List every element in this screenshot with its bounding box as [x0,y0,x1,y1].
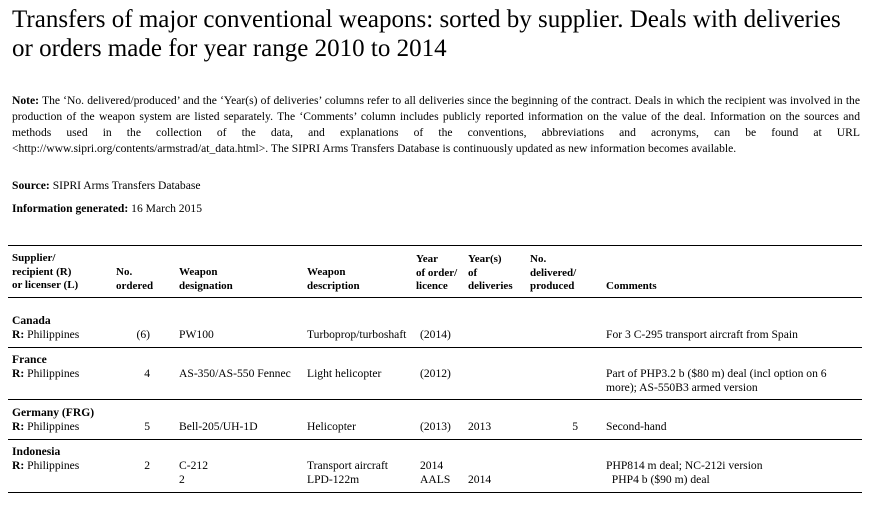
recipient-name: Philippines [24,328,80,341]
comments-cell: For 3 C-295 transport aircraft from Spain [606,328,798,341]
delivered-cell: 5 [572,420,578,433]
order-year-cell: (2012) [420,367,451,380]
description-cell: Light helicopter [307,367,382,380]
page-title: Transfers of major conventional weapons: sorted by supplier. Deals with deliveries or orders made for year range 2010 to 2014 [12,6,841,62]
recipient-name: Philippines [24,459,80,472]
note-text: The ‘No. delivered/produced’ and the ‘Year(s) of deliveries’ columns refer to all deliveries since the beginning of the contract. Deals in which the recipient was involved in the production of the weapon system are listed separately. The ‘Comments’ column includes publicly reported information on the value of the deal. Information on the sources and methods used in the collection of the data, and explanations of the conventions, abbreviations and acronyms, can be found at URL <http://www.sipri.org/contents/armstrad/at_data.html>. The SIPRI Arms Transfers Database is continuously updated as new information becomes available. [12,94,860,155]
recipient-cell [12,459,79,473]
source-label: Source: [12,179,50,192]
ordered-cell: 4 [144,367,150,380]
comments-cell: PHP4 b ($90 m) deal [606,473,710,486]
group-divider [8,439,862,440]
description-cell: Transport aircraft [307,459,389,472]
comments-cell: Part of PHP3.2 b ($80 m) deal (incl option on 6 [606,367,827,380]
source-line [12,179,201,192]
recipient-prefix: R: [12,459,25,472]
header-order-year: Year of order/ licence [416,253,458,292]
comments-cell: Second-hand [606,420,667,433]
ordered-cell: 5 [144,420,150,433]
delivery-years-cell: 2013 [468,420,492,433]
designation-cell: 2 [179,473,185,486]
ordered-cell: (6) [136,328,150,341]
recipient-cell [12,367,79,381]
supplier-name: Germany (FRG) [12,406,95,419]
generated-line [12,202,202,215]
order-year-cell: 2014 [420,459,444,472]
table-top-rule [8,245,862,246]
table-bottom-rule [8,492,862,493]
supplier-name: Canada [12,314,51,327]
description-cell: Helicopter [307,420,356,433]
ordered-cell: 2 [144,459,150,472]
description-cell: LPD-122m [307,473,360,486]
order-year-cell: (2013) [420,420,451,433]
header-delivered: No. delivered/ produced [530,253,577,292]
recipient-name: Philippines [24,420,80,433]
header-bottom-rule [8,297,862,298]
designation-cell: AS-350/AS-550 Fennec [179,367,291,380]
header-designation: Weapon designation [179,266,233,292]
order-year-cell: (2014) [420,328,451,341]
recipient-cell [12,420,79,434]
note-label: Note: [12,94,40,107]
note-paragraph [12,93,860,157]
recipient-prefix: R: [12,328,25,341]
recipient-name: Philippines [24,367,80,380]
generated-label: Information generated: [12,202,129,215]
supplier-name: France [12,353,47,366]
source-text: SIPRI Arms Transfers Database [49,179,201,192]
header-ordered: No. ordered [116,266,154,292]
designation-cell: PW100 [179,328,214,341]
header-supplier: Supplier/ recipient (R) or licenser (L) [12,252,79,291]
recipient-cell [12,328,79,342]
generated-text: 16 March 2015 [128,202,202,215]
header-comments: Comments [606,280,657,292]
designation-cell: C-212 [179,459,208,472]
designation-cell: Bell-205/UH-1D [179,420,258,433]
recipient-prefix: R: [12,367,25,380]
comments-cell: PHP814 m deal; NC-212i version [606,459,763,472]
header-delivery-years: Year(s) of deliveries [468,253,513,292]
recipient-prefix: R: [12,420,25,433]
header-description: Weapon description [307,266,360,292]
comments-cell-continued: more); AS-550B3 armed version [606,381,758,394]
description-cell: Turboprop/turboshaft [307,328,407,341]
supplier-name: Indonesia [12,445,61,458]
group-divider [8,347,862,348]
group-divider [8,399,862,400]
delivery-years-cell: 2014 [468,473,492,486]
order-year-cell: AALS [420,473,451,486]
